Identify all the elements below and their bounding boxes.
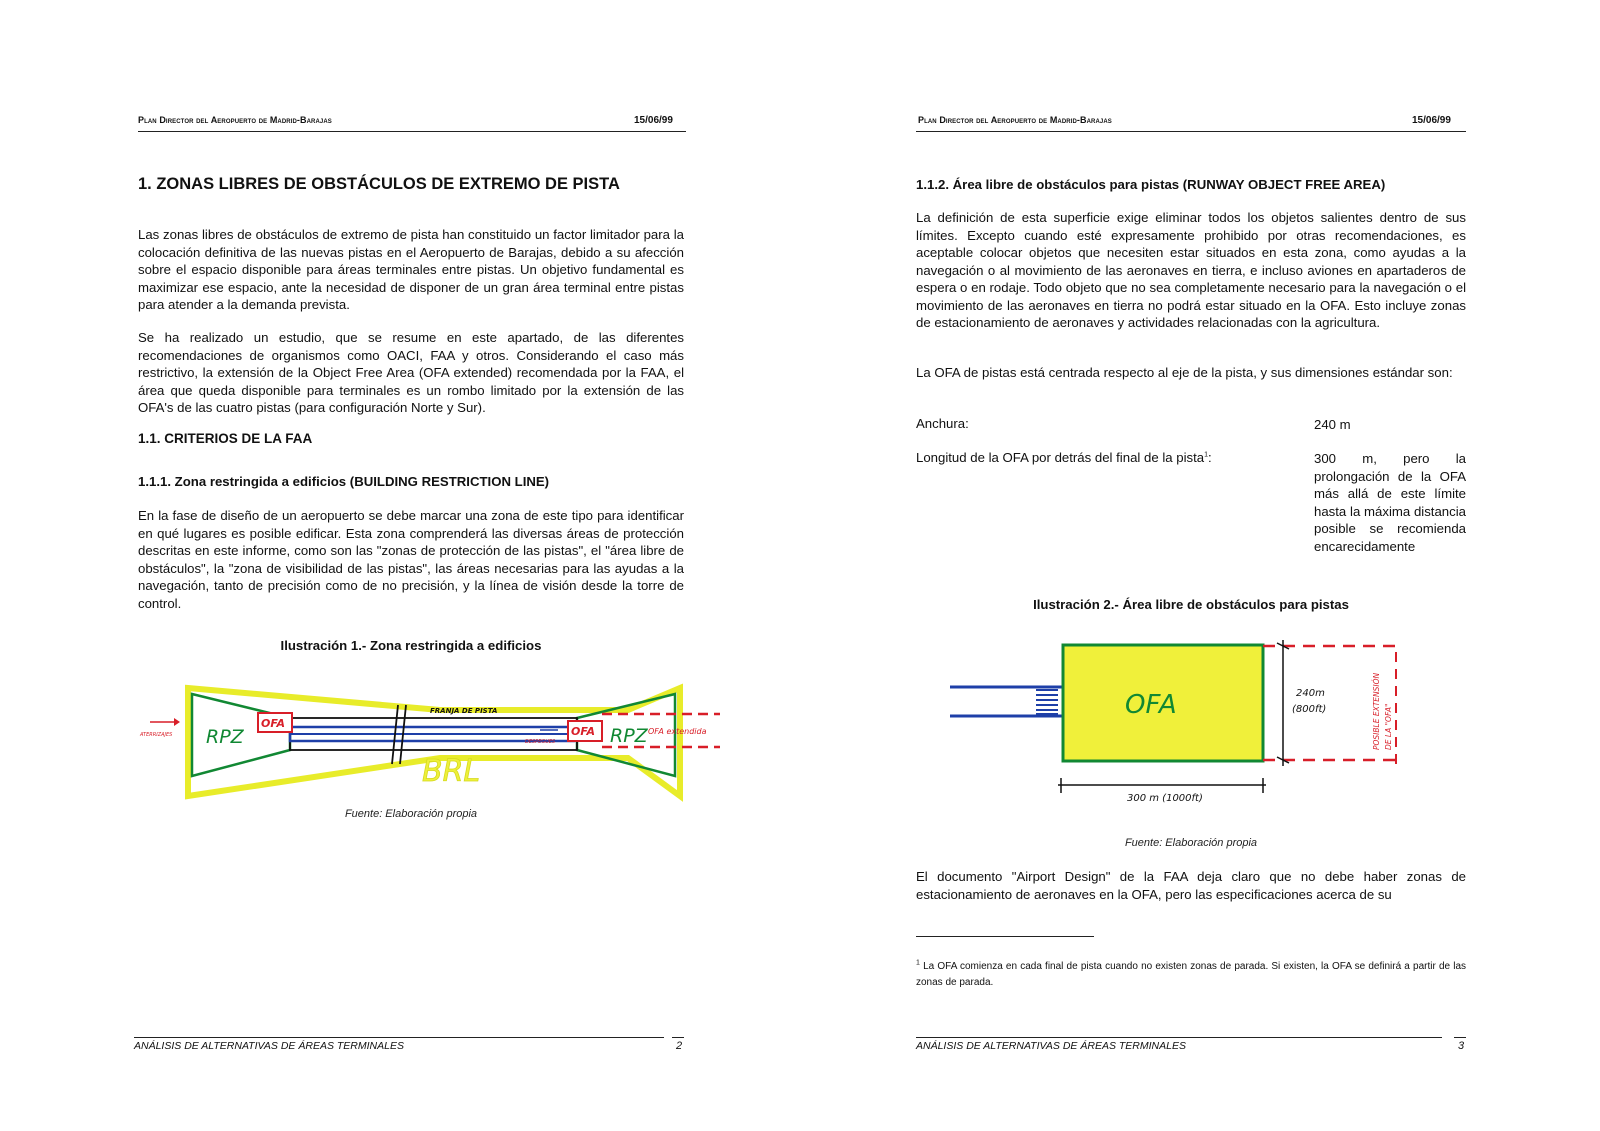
footnote-ref: 1 [1204, 451, 1209, 459]
label-width-ft: (800ft) [1292, 704, 1327, 715]
longitud-label-text: Longitud de la OFA por detrás del final de la pista [916, 450, 1205, 465]
label-brl: BRL [422, 754, 481, 789]
footnote-text: La OFA comienza en cada final de pista cuando no existen zonas de parada. Si existen, la OFA se definirá a partir de las zonas de parada. [916, 961, 1467, 988]
longitud-label-colon: : [1208, 450, 1212, 465]
label-ext-line2: DE LA "OFA" [1384, 703, 1393, 750]
label-despegues: DESPEGUES [525, 739, 556, 745]
header-title: Plan Director del Aeropuerto de Madrid-Barajas [918, 115, 1112, 125]
figure-caption: Ilustración 1.- Zona restringida a edificios [280, 638, 542, 653]
label-ofa-right: OFA [571, 725, 595, 738]
figure-source: Fuente: Elaboración propia [1124, 837, 1258, 849]
footer-rule [916, 1037, 1442, 1038]
anchura-label: Anchura: [916, 416, 969, 431]
figure-caption: Ilustración 2.- Área libre de obstáculos para pistas [1033, 597, 1349, 612]
label-rpz-left: RPZ [206, 726, 244, 748]
paragraph-1: Las zonas libres de obstáculos de extremo de pista han constituido un factor limitador para la colocación definitiva de las nuevas pistas en el Aeropuerto de Barajas, debido a su afección sobre el espacio disponible para áreas terminales entre pistas. Un objetivo fundamental es maximizar ese espacio, ante la necesidad de disponer de un gran área terminal entre pistas para atender a la demanda prevista. [138, 227, 684, 312]
label-franja: FRANJA DE PISTA [430, 707, 498, 715]
subsubsection-heading: 1.1.2. Área libre de obstáculos para pistas (RUNWAY OBJECT FREE AREA) [916, 177, 1386, 192]
label-ofa-left: OFA [261, 717, 285, 730]
brl-diagram [140, 680, 740, 800]
right-page [800, 0, 1600, 1131]
footer-rule-short [672, 1037, 684, 1038]
header-rule [916, 131, 1466, 132]
paragraph-3: En la fase de diseño de un aeropuerto se debe marcar una zona de este tipo para identificar en qué lugares es posible edificar. Esta zona comprenderá las diversas áreas de protección descritas en este informe, como son las "zonas de protección de las pistas", el "área libre de obstáculos", la "zona de visibilidad de las pistas", las áreas necesarias para las ayudas a la navegación, tanto de precisión como de no precisión, y la línea de visión desde la torre de control. [138, 508, 684, 611]
section-heading: 1. ZONAS LIBRES DE OBSTÁCULOS DE EXTREMO DE PISTA [138, 175, 620, 193]
footnote [916, 959, 1466, 991]
figure-source: Fuente: Elaboración propia [344, 808, 478, 820]
header-title: Plan Director del Aeropuerto de Madrid-Barajas [138, 115, 332, 125]
ofa-diagram [950, 640, 1410, 820]
footer-rule [134, 1037, 664, 1038]
paragraph-1: La definición de esta superficie exige eliminar todos los objetos salientes dentro de sus límites. Excepto cuando esté expresamente prohibido por otras recomendaciones, es aceptable colocar objetos que necesiten estar situados en esta zona, como ayudas a la navegación o al movimiento de las aeronaves en tierra, e incluso aviones en apartaderos de espera o en rodaje. Todo objeto que no sea completamente necesario para la navegación o el movimiento de las aeronaves en tierra no podrá estar situado en la OFA. Esto incluye zonas de estacionamiento de aeronaves y actividades relacionadas con la agricultura. [916, 210, 1466, 330]
threshold-marks [1036, 690, 1058, 714]
label-length: 300 m (1000ft) [1127, 793, 1203, 804]
paragraph-3: El documento "Airport Design" de la FAA deja claro que no debe haber zonas de estacionamiento de aeronaves en la OFA, pero las especificaciones acerca de su [916, 869, 1466, 902]
subsubsection-heading: 1.1.1. Zona restringida a edificios (BUILDING RESTRICTION LINE) [138, 474, 550, 489]
footnote-number: 1 [916, 959, 920, 967]
header-rule [138, 131, 686, 132]
label-width: 240m [1296, 688, 1325, 699]
header-date: 15/06/99 [634, 115, 673, 126]
anchura-value: 240 m [1314, 417, 1351, 432]
header-date: 15/06/99 [1412, 115, 1451, 126]
footer-text: ANÁLISIS DE ALTERNATIVAS DE ÁREAS TERMINALES [134, 1040, 404, 1052]
paragraph-2: La OFA de pistas está centrada respecto al eje de la pista, y sus dimensiones estándar son: [916, 365, 1453, 380]
label-ofa: OFA [1125, 690, 1177, 720]
label-rpz-right: RPZ [610, 725, 648, 747]
longitud-value: 300 m, pero la prolongación de la OFA más allá de este límite hasta la máxima distancia posible se recomienda encarecidamente [1314, 451, 1466, 554]
footnote-rule [916, 936, 1094, 937]
page-number: 3 [1458, 1040, 1465, 1052]
subsection-heading: 1.1. CRITERIOS DE LA FAA [138, 431, 313, 446]
longitud-label [916, 450, 1212, 465]
footer-text: ANÁLISIS DE ALTERNATIVAS DE ÁREAS TERMINALES [916, 1040, 1186, 1052]
paragraph-2: Se ha realizado un estudio, que se resume en este apartado, de las diferentes recomendaciones de organismos como OACI, FAA y otros. Considerando el caso más restrictivo, la extensión de la Object Free Area (OFA extended) recomendada por la FAA, el área que queda disponible para terminales es un rombo limitado por la extensión de las OFA's de las cuatro pistas (para configuración Norte y Sur). [138, 330, 684, 415]
footer-rule-short [1454, 1037, 1466, 1038]
label-ext-line1: POSIBLE EXTENSIÓN [1372, 672, 1381, 750]
label-aterrizajes: ATERRIZAJES [140, 732, 173, 738]
page-number: 2 [676, 1040, 683, 1052]
label-ofa-ext: OFA extendida [648, 727, 707, 736]
